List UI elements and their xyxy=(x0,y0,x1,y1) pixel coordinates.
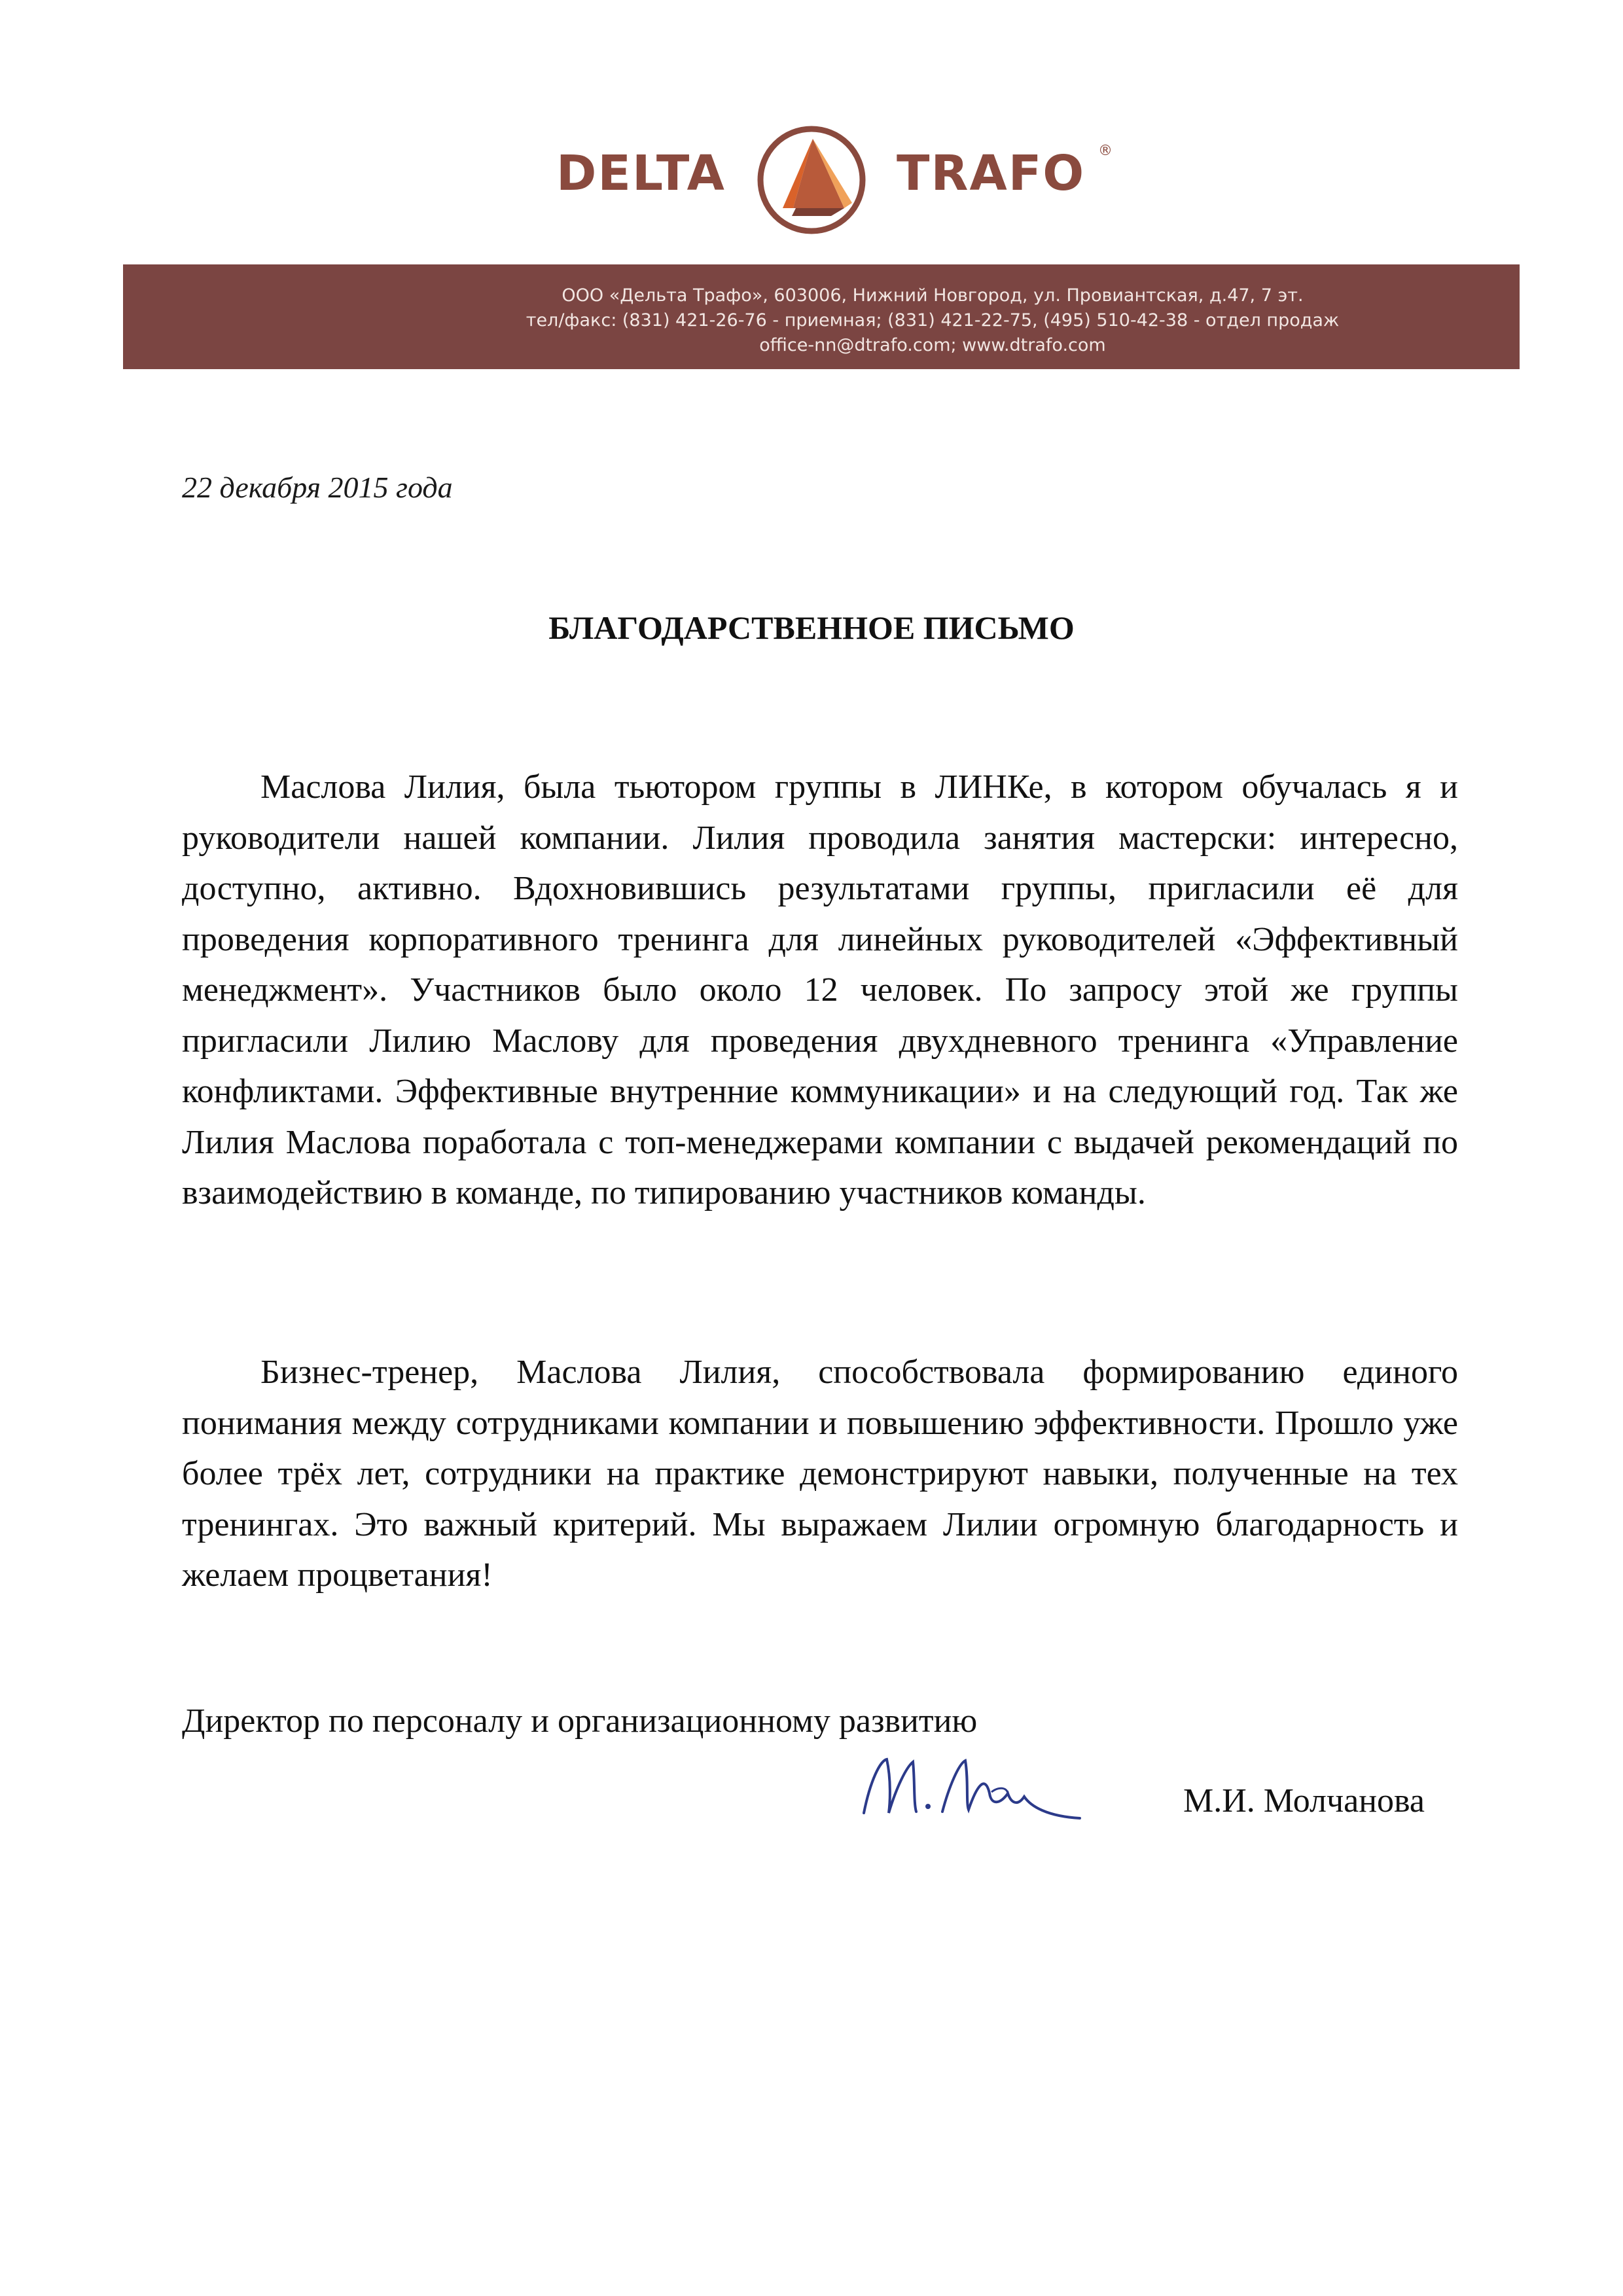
body-paragraph-2: Бизнес-тренер, Маслова Лилия, способствовала формированию единого понимания между сотрудниками компании и повышению эффективности. Прошло уже более трёх лет, сотрудники на практике демонстрируют навыки, полученные на тех тренингах. Это важный критерий. Мы выражаем Лилии огромную благодарность и желаем процветания! xyxy=(182,1354,1458,1594)
signer-name: М.И. Молчанова xyxy=(1183,1782,1425,1820)
company-address: ООО «Дельта Трафо», 603006, Нижний Новгород, ул. Провиантская, д.47, 7 эт. xyxy=(562,285,1304,306)
handwritten-signature xyxy=(851,1741,1086,1833)
signer-position: Директор по персоналу и организационному развитию xyxy=(182,1702,978,1740)
delta-triangle-logo-icon xyxy=(753,124,870,236)
company-logo xyxy=(556,124,1113,236)
company-phones: тел/факс: (831) 421-26-76 - приемная; (831) 421-22-75, (495) 510-42-38 - отдел продаж xyxy=(526,310,1340,331)
logo-word-delta: DELTA xyxy=(556,145,726,202)
header-band xyxy=(123,264,1520,369)
letter-title: БЛАГОДАРСТВЕННОЕ ПИСЬМО xyxy=(548,609,1075,646)
logo-word-trafo: TRAFO xyxy=(897,145,1086,202)
body-paragraph-1: Маслова Лилия, была тьютором группы в ЛИНКе, в котором обучалась я и руководители нашей компании. Лилия проводила занятия мастерски: интересно, доступно, активно. Вдохновившись результатами группы, пригласили её для проведения корпоративного тренинга для линейных руководителей «Эффективный менеджмент». Участников было около 12 человек. По запросу этой же группы пригласили Лилию Маслову для проведения двухдневного тренинга «Управление конфликтами. Эффективные внутренние коммуникации» и на следующий год. Так же Лилия Маслова поработала с топ-менеджерами компании с выдачей рекомендаций по взаимодействию в команде, по типированию участников команды. xyxy=(182,768,1458,1211)
company-contacts: office-nn@dtrafo.com; www.dtrafo.com xyxy=(759,335,1106,355)
letter-date: 22 декабря 2015 года xyxy=(182,471,453,504)
registered-mark: ® xyxy=(1098,143,1113,159)
